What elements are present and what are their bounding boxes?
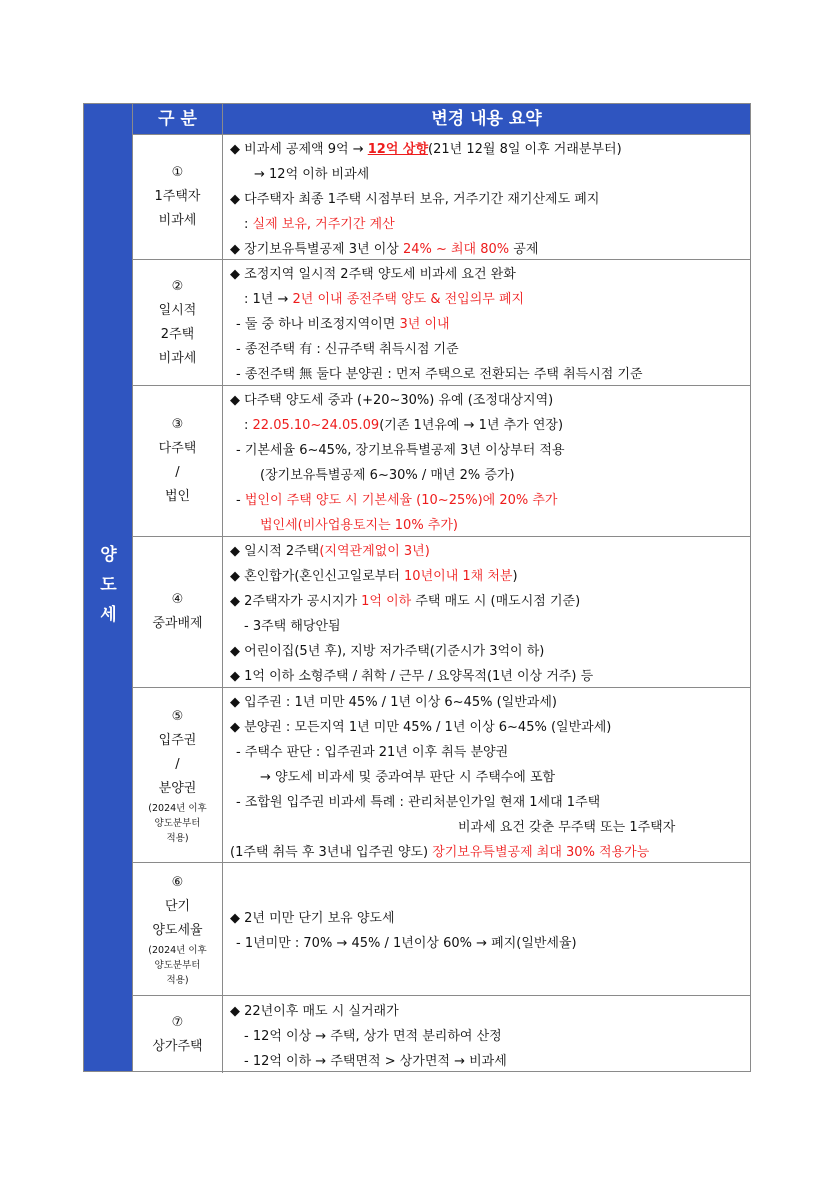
table-header (133, 104, 750, 135)
text-segment: - (236, 493, 245, 508)
text-segment: - 종전주택 無 둘다 분양권 : 먼저 주택으로 전환되는 주택 취득시점 기준 (236, 367, 643, 382)
text-segment: ) (512, 569, 518, 584)
highlighted-text: 12억 상향 (367, 141, 429, 157)
category-label: 단기 (164, 898, 191, 914)
category-note: 적용) (166, 974, 189, 986)
row-category (133, 996, 223, 1073)
content-line (230, 488, 744, 513)
side-category-label (84, 540, 133, 630)
row-category (133, 537, 223, 687)
content-line (230, 690, 744, 715)
row-category (133, 863, 223, 995)
row-content (223, 260, 750, 385)
text-segment: ◆ 혼인합가(혼인신고일로부터 (230, 569, 405, 584)
content-line (230, 1024, 744, 1049)
category-label: 다주택 (158, 441, 197, 456)
category-label: 법인 (164, 489, 191, 504)
text-segment: - 조합원 입주권 비과세 특례 : 관리처분인가일 현재 1세대 1주택 (236, 794, 601, 810)
row-content (223, 688, 750, 862)
text-segment: - 12억 이하 → 주택면적 > 상가면적 → 비과세 (244, 1054, 507, 1069)
content-line (230, 539, 744, 564)
text-segment: - 기본세율 6~45%, 장기보유특별공제 3년 이상부터 적용 (236, 443, 565, 458)
row-content (223, 135, 750, 259)
row-content (223, 996, 750, 1073)
content-line (230, 715, 744, 740)
text-segment: ◆ 분양권 : 모든지역 1년 미만 45% / 1년 이상 6~45% (일반과세) (230, 719, 612, 735)
text-segment: 주택 매도 시 (매도시점 기준) (411, 594, 581, 609)
content-line (230, 664, 744, 689)
content-line (230, 815, 744, 840)
category-note: 적용) (166, 832, 189, 844)
text-segment: (1주택 취득 후 3년내 입주권 양도) (230, 844, 433, 860)
content-line (230, 137, 744, 162)
content-line (230, 287, 744, 312)
tax-summary-table (83, 103, 751, 1072)
text-segment: - 종전주택 有 : 신규주택 취득시점 기준 (236, 342, 459, 357)
category-label: 중과배제 (152, 616, 203, 631)
text-segment: ◆ 장기보유특별공제 3년 이상 (230, 241, 403, 257)
content-line (230, 840, 744, 865)
content-line (230, 362, 744, 387)
content-line (230, 162, 744, 187)
text-segment: → 12억 이하 비과세 (254, 166, 370, 182)
category-label: 입주권 (158, 732, 197, 748)
text-segment: (21년 12월 8일 이후 거래분부터) (428, 141, 622, 157)
text-segment: ◆ 1억 이하 소형주택 / 취학 / 근무 / 요양목적(1년 이상 거주) 등 (230, 669, 594, 684)
header-summary: 변경 내용 요약 (431, 109, 542, 129)
highlighted-text: 22.05.10~24.05.09 (252, 418, 380, 433)
content-line (230, 1049, 744, 1074)
content-line (230, 212, 744, 237)
content-line (230, 740, 744, 765)
category-note: (2024년 이후 (148, 944, 207, 956)
highlighted-text: (지역관계없이 3년) (319, 544, 430, 559)
table-row (133, 135, 750, 260)
text-segment: 공제 (509, 241, 539, 257)
category-label: 비과세 (158, 213, 197, 228)
text-segment: : (244, 418, 253, 433)
content-line (230, 513, 744, 538)
row-number: ④ (171, 592, 184, 607)
text-segment: (기존 1년유예 → 1년 추가 연장) (379, 418, 564, 433)
content-line (230, 765, 744, 790)
category-note: 양도분부터 (154, 959, 201, 971)
highlighted-text: 1억 이하 (361, 594, 412, 609)
table-row (133, 537, 750, 688)
content-line (230, 187, 744, 212)
table-row (133, 260, 750, 386)
text-segment: → 양도세 비과세 및 중과여부 판단 시 주택수에 포함 (260, 769, 556, 785)
content-line (230, 262, 744, 287)
row-number: ③ (171, 417, 184, 432)
row-category (133, 688, 223, 862)
row-category (133, 386, 223, 536)
category-label: / (175, 756, 180, 772)
category-label: 2주택 (160, 326, 195, 342)
table-row (133, 996, 750, 1073)
content-line (230, 999, 744, 1024)
row-content (223, 386, 750, 536)
table-row (133, 386, 750, 537)
content-line (230, 388, 744, 413)
content-line (230, 463, 744, 488)
highlighted-text: 2년 이내 종전주택 양도 & 전입의무 폐지 (292, 292, 525, 307)
content-line (230, 906, 744, 931)
table-row (133, 863, 750, 996)
text-segment: ◆ 2주택자가 공시지가 (230, 594, 362, 609)
text-segment: - 3주택 해당안됨 (244, 619, 341, 634)
content-line (230, 438, 744, 463)
category-label: 1주택자 (154, 189, 201, 204)
text-segment: ◆ 비과세 공제액 9억 → (230, 141, 368, 157)
content-line (230, 312, 744, 337)
text-segment: ◆ 22년이후 매도 시 실거래가 (230, 1004, 399, 1019)
content-line (230, 614, 744, 639)
text-segment: ◆ 어린이집(5년 후), 지방 저가주택(기준시가 3억이 하) (230, 644, 545, 659)
side-label-char: 세 (100, 605, 117, 625)
text-segment: ◆ 조정지역 일시적 2주택 양도세 비과세 요건 완화 (230, 267, 516, 282)
row-number: ⑥ (171, 874, 184, 890)
highlighted-text: 실제 보유, 거주기간 계산 (252, 216, 395, 232)
text-segment: ◆ 2년 미만 단기 보유 양도세 (230, 911, 395, 926)
category-label: 분양권 (158, 780, 197, 796)
text-segment: ◆ 다주택 양도세 중과 (+20~30%) 유예 (조정대상지역) (230, 393, 554, 408)
side-label-char: 양 (100, 545, 117, 565)
highlighted-text: 법인이 주택 양도 시 기본세율 (10~25%)에 20% 추가 (244, 493, 558, 508)
row-content (223, 863, 750, 995)
header-category: 구 분 (133, 104, 223, 134)
row-number: ① (171, 165, 184, 180)
category-label: 비과세 (158, 350, 197, 366)
highlighted-text: 10년이내 1채 처분 (404, 569, 513, 584)
content-line (230, 564, 744, 589)
content-line (230, 639, 744, 664)
row-content (223, 537, 750, 687)
highlighted-text: 장기보유특별공제 최대 30% 적용가능 (432, 844, 650, 860)
category-label: 상가주택 (152, 1038, 203, 1054)
text-segment: - 12억 이상 → 주택, 상가 면적 분리하여 산정 (244, 1029, 502, 1044)
content-line (230, 413, 744, 438)
content-line (230, 237, 744, 262)
category-label: 양도세율 (152, 922, 203, 938)
text-segment: 비과세 요건 갖춘 무주택 또는 1주택자 (458, 819, 676, 835)
text-segment: : (244, 216, 253, 232)
category-note: 양도분부터 (154, 817, 201, 829)
text-segment: - 주택수 판단 : 입주권과 21년 이후 취득 분양권 (236, 744, 509, 760)
row-number: ⑦ (171, 1014, 184, 1030)
side-label-char: 도 (100, 575, 117, 595)
text-segment: ◆ 다주택자 최종 1주택 시점부터 보유, 거주기간 재기산제도 폐지 (230, 191, 600, 207)
row-number: ⑤ (171, 708, 184, 724)
content-line (230, 931, 744, 956)
highlighted-text: 24% ~ 최대 80% (402, 241, 510, 257)
category-note: (2024년 이후 (148, 802, 207, 814)
content-line (230, 337, 744, 362)
text-segment: - 1년미만 : 70% → 45% / 1년이상 60% → 폐지(일반세율) (236, 936, 577, 951)
row-category (133, 135, 223, 259)
content-line (230, 589, 744, 614)
text-segment: : 1년 → (244, 292, 293, 307)
text-segment: (장기보유특별공제 6~30% / 매년 2% 증가) (260, 468, 515, 483)
highlighted-text: 법인세(비사업용토지는 10% 추가) (260, 518, 458, 533)
highlighted-text: 3년 이내 (399, 317, 450, 332)
content-line (230, 790, 744, 815)
text-segment: ◆ 일시적 2주택 (230, 544, 320, 559)
row-number: ② (171, 278, 184, 294)
side-category-bar (84, 104, 133, 1071)
text-segment: - 둘 중 하나 비조정지역이면 (236, 317, 400, 332)
category-label: 일시적 (158, 302, 197, 318)
category-label: / (175, 465, 180, 480)
text-segment: ◆ 입주권 : 1년 미만 45% / 1년 이상 6~45% (일반과세) (230, 694, 557, 710)
table-row (133, 688, 750, 863)
row-category (133, 260, 223, 385)
